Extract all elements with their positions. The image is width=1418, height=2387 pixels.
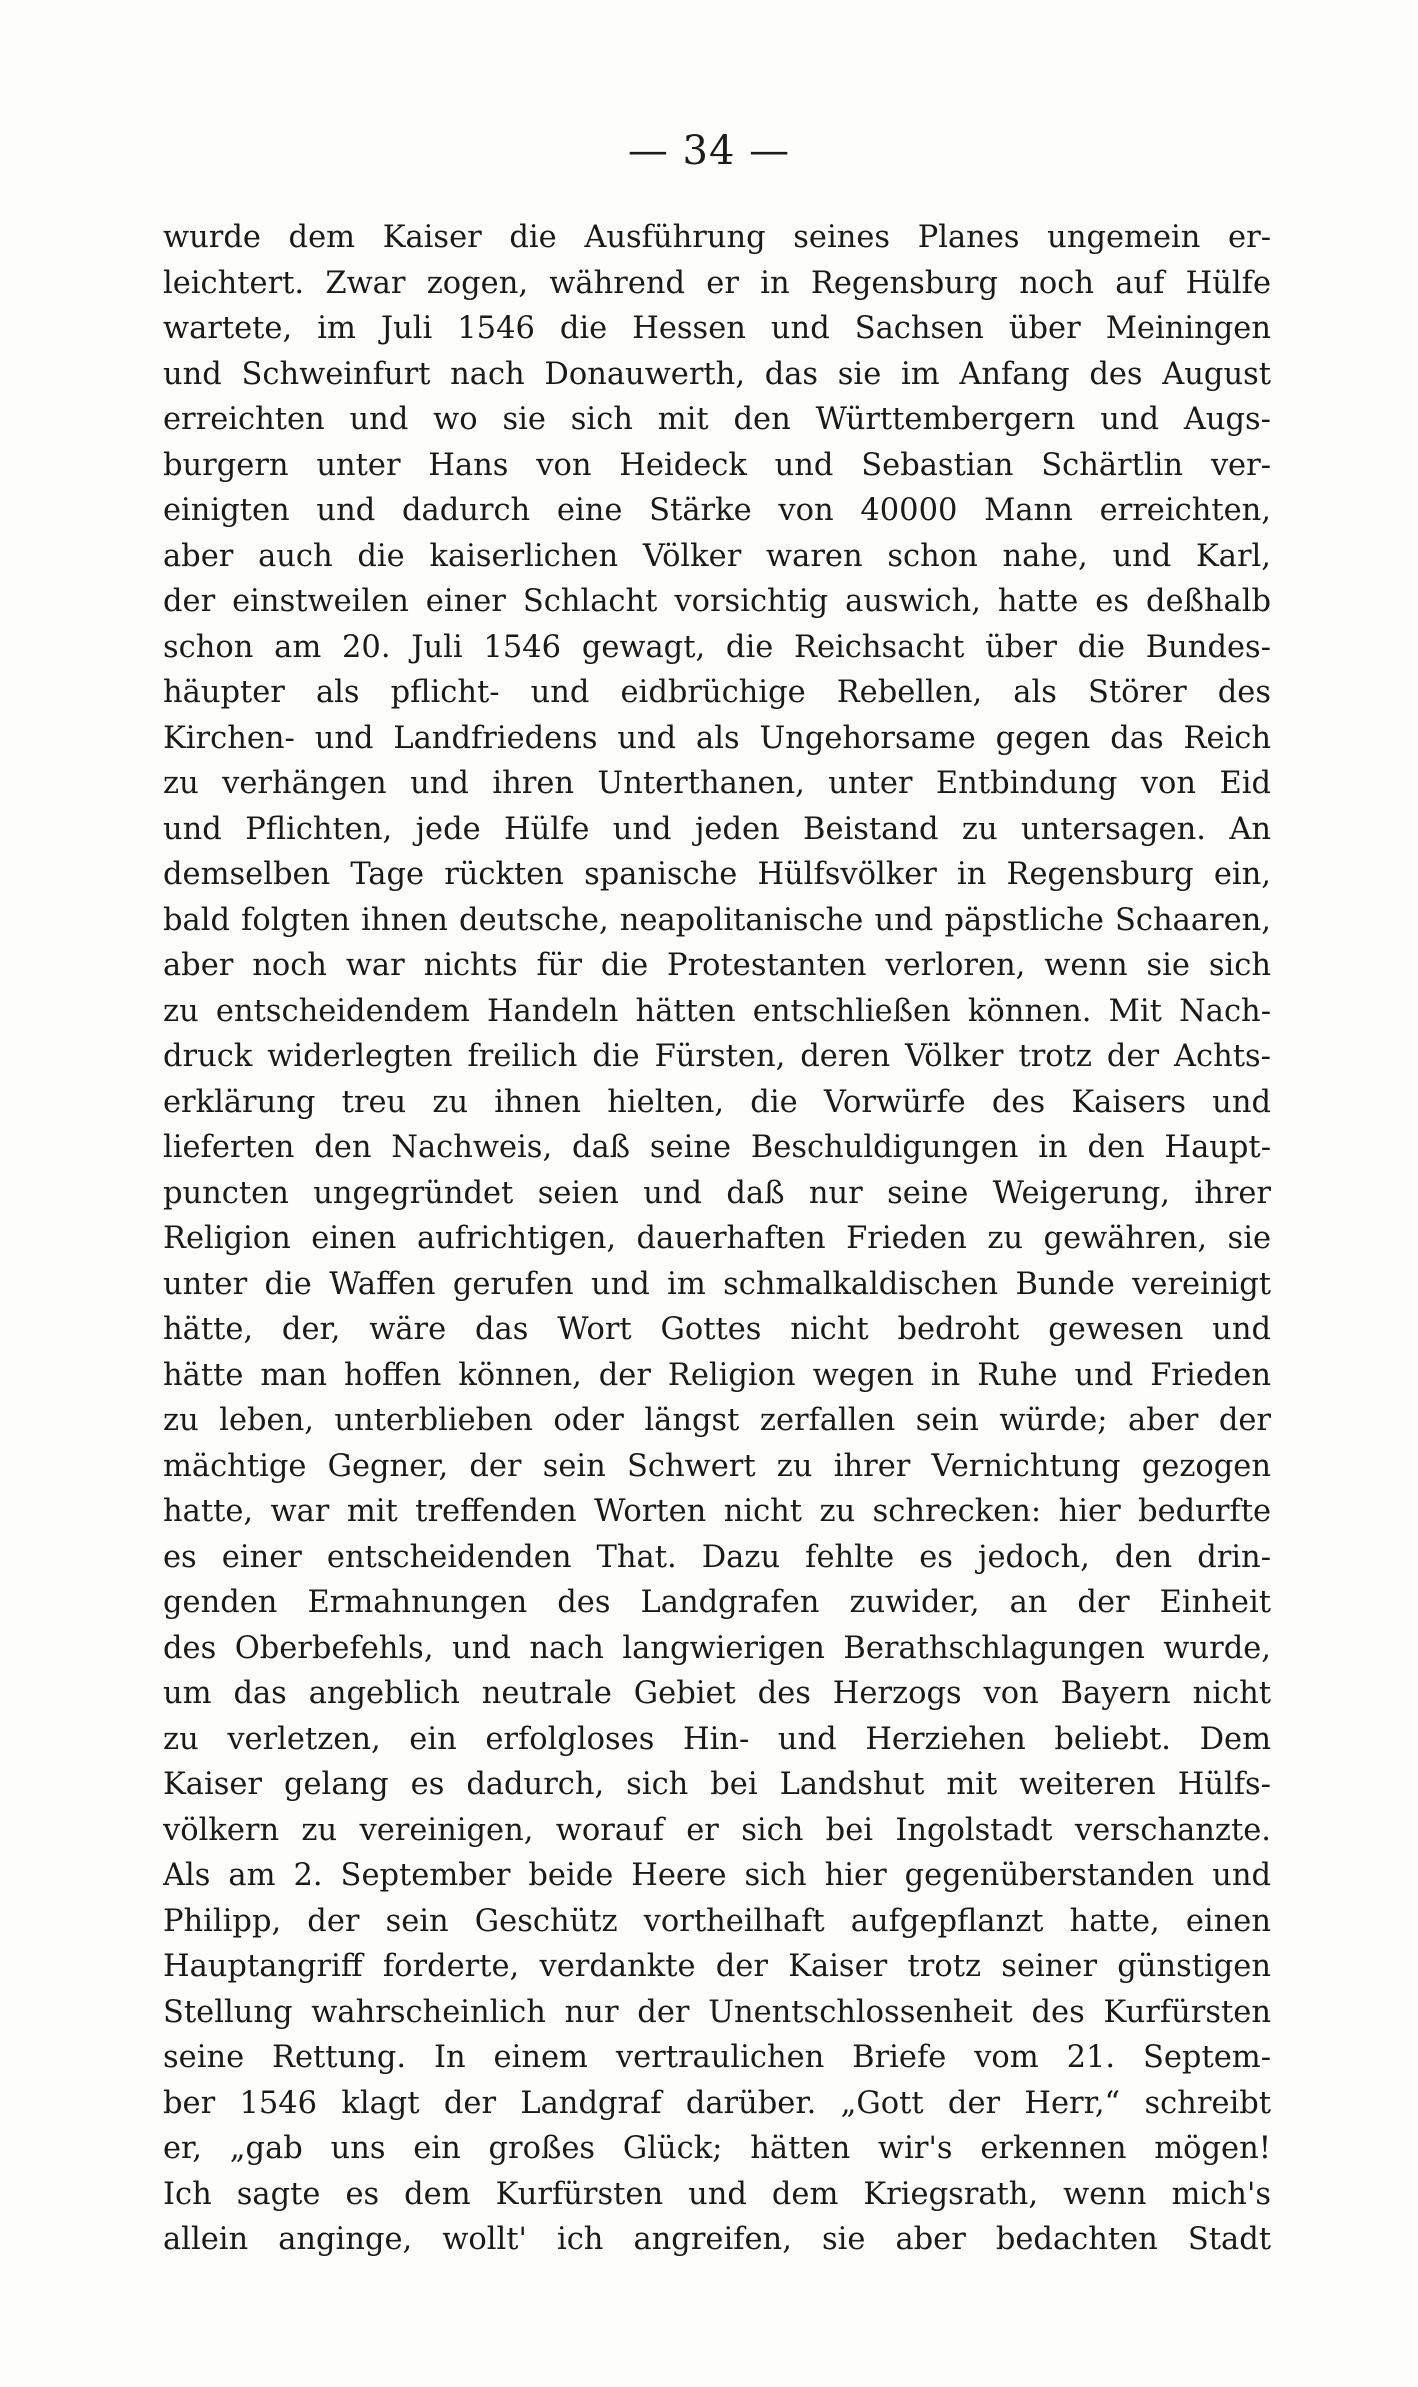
text-line: Als am 2. September beide Heere sich hier gegenüberstanden und <box>163 1858 1271 1893</box>
text-line: häupter als pflicht- und eidbrüchige Rebellen, als Störer des <box>163 675 1271 710</box>
text-line: es einer entscheidenden That. Dazu fehlte es jedoch, den drin- <box>163 1539 1271 1575</box>
text-line: und Pflichten, jede Hülfe und jeden Beistand zu untersagen. An <box>163 811 1271 847</box>
text-line: Kirchen- und Landfriedens und als Ungehorsame gegen das Reich <box>163 720 1271 756</box>
text-line: völkern zu vereinigen, worauf er sich bei Ingolstadt verschanzte. <box>163 1812 1271 1848</box>
text-line: allein anginge, wollt' ich angreifen, sie aber bedachten Stadt <box>163 2222 1271 2257</box>
text-line: zu entscheidendem Handeln hätten entschließen können. Mit Nach- <box>163 993 1271 1029</box>
text-line: wartete, im Juli 1546 die Hessen und Sachsen über Meiningen <box>163 311 1271 346</box>
text-line: der einstweilen einer Schlacht vorsichtig auswich, hatte es deßhalb <box>163 584 1271 619</box>
text-line: hatte, war mit treffenden Worten nicht zu schrecken: hier bedurfte <box>163 1494 1271 1529</box>
text-line: puncten ungegründet seien und daß nur seine Weigerung, ihrer <box>163 1175 1271 1211</box>
text-line: demselben Tage rückten spanische Hülfsvölker in Regensburg ein, <box>163 857 1271 892</box>
text-line: des Oberbefehls, und nach langwierigen Berathschlagungen wurde, <box>163 1630 1271 1666</box>
page-number: — 34 — <box>627 128 791 174</box>
text-line: Religion einen aufrichtigen, dauerhaften Frieden zu gewähren, sie <box>163 1221 1271 1256</box>
text-line: Stellung wahrscheinlich nur der Unentschlossenheit des Kurfürsten <box>163 1994 1271 2030</box>
text-line: und Schweinfurt nach Donauwerth, das sie im Anfang des August <box>163 356 1271 392</box>
text-line: um das angeblich neutrale Gebiet des Herzogs von Bayern nicht <box>163 1676 1271 1711</box>
text-line: zu leben, unterblieben oder längst zerfallen sein würde; aber der <box>163 1403 1271 1438</box>
text-line: wurde dem Kaiser die Ausführung seines Planes ungemein er- <box>163 220 1271 255</box>
text-line: Philipp, der sein Geschütz vortheilhaft aufgepflanzt hatte, einen <box>163 1903 1271 1939</box>
text-line: aber noch war nichts für die Protestanten verloren, wenn sie sich <box>163 948 1271 983</box>
text-line: schon am 20. Juli 1546 gewagt, die Reichsacht über die Bundes- <box>163 629 1271 665</box>
text-line: aber auch die kaiserlichen Völker waren schon nahe, und Karl, <box>163 538 1271 574</box>
text-line: genden Ermahnungen des Landgrafen zuwider, an der Einheit <box>163 1585 1271 1620</box>
text-line: bald folgten ihnen deutsche, neapolitanische und päpstliche Schaaren, <box>163 902 1271 938</box>
text-line: einigten und dadurch eine Stärke von 40000 Mann erreichten, <box>163 493 1271 528</box>
text-line: mächtige Gegner, der sein Schwert zu ihrer Vernichtung gezogen <box>163 1448 1271 1484</box>
text-line: ber 1546 klagt der Landgraf darüber. „Gott der Herr,“ schreibt <box>163 2085 1271 2121</box>
text-line: seine Rettung. In einem vertraulichen Briefe vom 21. Septem- <box>163 2040 1271 2075</box>
text-line: druck widerlegten freilich die Fürsten, deren Völker trotz der Achts- <box>163 1039 1271 1074</box>
text-line: Ich sagte es dem Kurfürsten und dem Kriegsrath, wenn mich's <box>163 2176 1271 2212</box>
text-line: burgern unter Hans von Heideck und Sebastian Schärtlin ver- <box>163 447 1271 483</box>
text-line: Hauptangriff forderte, verdankte der Kaiser trotz seiner günstigen <box>163 1949 1271 1984</box>
body-text <box>163 215 1271 2263</box>
text-line: unter die Waffen gerufen und im schmalkaldischen Bunde vereinigt <box>163 1266 1271 1302</box>
text-line: er, „gab uns ein großes Glück; hätten wir's erkennen mögen! <box>163 2131 1271 2166</box>
text-line: hätte, der, wäre das Wort Gottes nicht bedroht gewesen und <box>163 1312 1271 1347</box>
text-line: zu verletzen, ein erfolgloses Hin- und Herziehen beliebt. Dem <box>163 1721 1271 1757</box>
text-line: leichtert. Zwar zogen, während er in Regensburg noch auf Hülfe <box>163 265 1271 301</box>
text-line: erreichten und wo sie sich mit den Württembergern und Augs- <box>163 402 1271 437</box>
text-line: zu verhängen und ihren Unterthanen, unter Entbindung von Eid <box>163 766 1271 801</box>
text-line: lieferten den Nachweis, daß seine Beschuldigungen in den Haupt- <box>163 1130 1271 1165</box>
text-line: erklärung treu zu ihnen hielten, die Vorwürfe des Kaisers und <box>163 1084 1271 1120</box>
text-line: Kaiser gelang es dadurch, sich bei Landshut mit weiteren Hülfs- <box>163 1767 1271 1802</box>
text-line: hätte man hoffen können, der Religion wegen in Ruhe und Frieden <box>163 1357 1271 1393</box>
